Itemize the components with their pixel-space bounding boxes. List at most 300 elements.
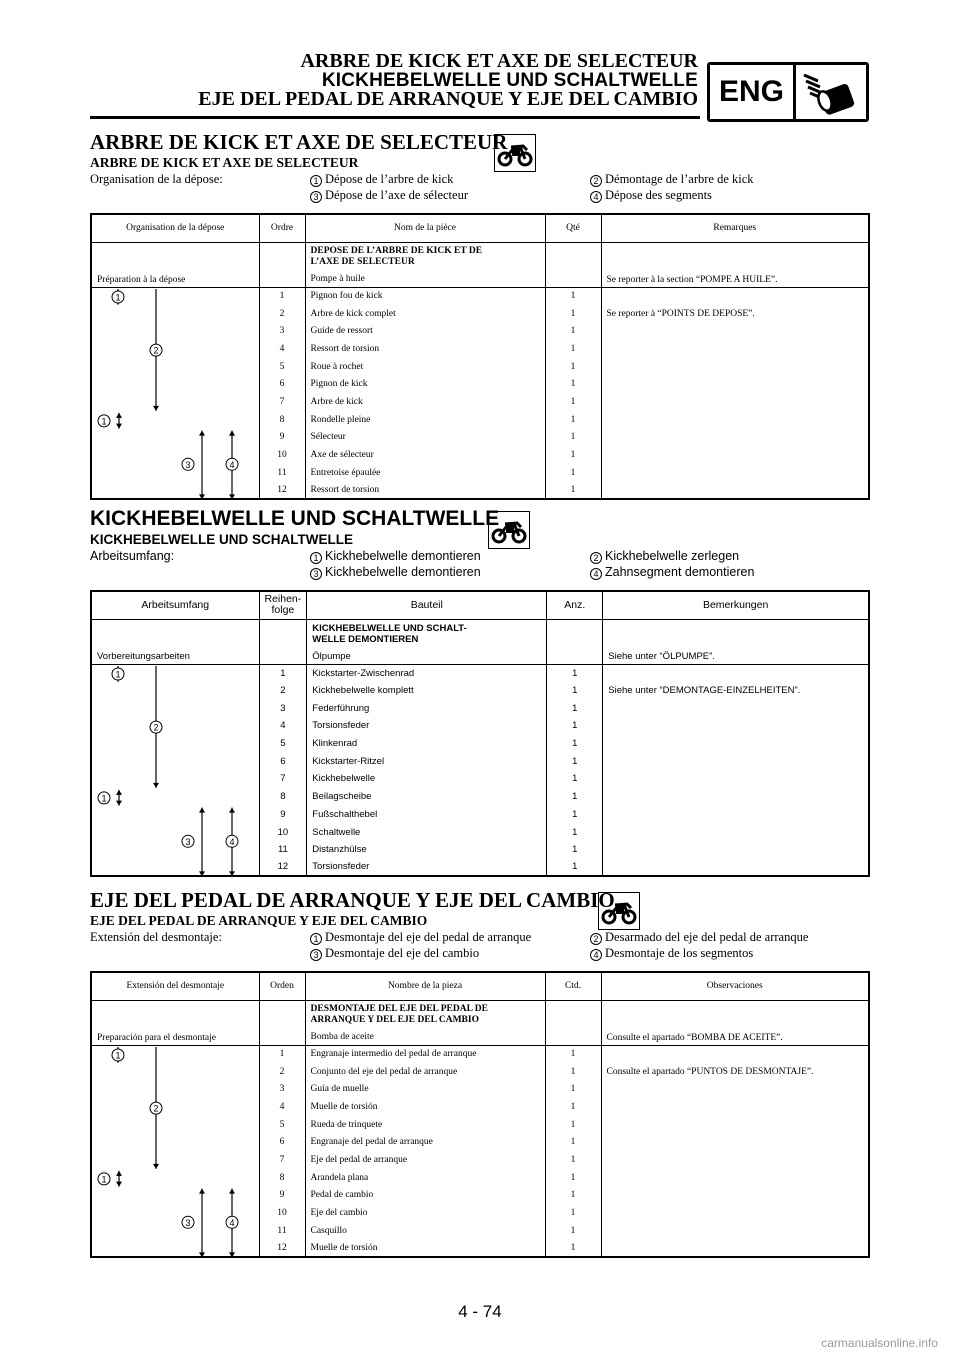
part-name-cell: Arbre de kick — [305, 393, 545, 411]
procedure-heading: DEPOSE DE L’ARBRE DE KICK ET DE — [310, 245, 483, 256]
scope-step-4 — [590, 564, 754, 580]
part-name-cell: Klinkenrad — [307, 735, 547, 753]
qty-cell: 1 — [545, 1133, 601, 1151]
table-row — [91, 1045, 869, 1063]
motorcycle-icon — [494, 134, 536, 172]
preparation-remark: Siehe unter “ÖLPUMPE”. — [603, 619, 869, 664]
page-header — [0, 0, 960, 130]
remark-cell — [603, 717, 869, 735]
step3-badge — [182, 1216, 194, 1228]
step2-arrow-head — [153, 405, 159, 410]
remark-cell — [601, 1080, 869, 1098]
part-name-cell: Fußschalthebel — [307, 806, 547, 824]
order-cell: 3 — [259, 699, 307, 717]
step3-arrow-tail — [199, 807, 205, 812]
remark-cell — [601, 429, 869, 447]
column-header: Nombre de la pieza — [305, 972, 545, 1000]
preparation-part — [307, 619, 547, 664]
remark-cell — [601, 322, 869, 340]
table-header-row — [91, 591, 869, 619]
scope-step-1 — [310, 548, 481, 564]
remark-cell — [603, 752, 869, 770]
section-subtitle: EJE DEL PEDAL DE ARRANQUE Y EJE DEL CAMBIO — [90, 913, 428, 928]
order-cell: 5 — [259, 358, 305, 376]
order-cell: 12 — [259, 859, 307, 877]
step2-badge — [150, 1102, 162, 1114]
scope-step-2 — [590, 929, 808, 945]
qty-cell: 1 — [545, 1116, 601, 1134]
step1b-arrow-tail — [116, 412, 122, 417]
step1-badge — [112, 668, 124, 680]
order-cell: 6 — [259, 1133, 305, 1151]
step-number-badge: 4 — [590, 191, 602, 203]
qty-cell: 1 — [545, 1222, 601, 1240]
remark-cell — [603, 770, 869, 788]
remark-cell — [601, 1151, 869, 1169]
column-header: Reihen- folge — [259, 591, 307, 619]
column-header: Bauteil — [307, 591, 547, 619]
part-name-cell: Sélecteur — [305, 429, 545, 447]
order-cell: 12 — [259, 1240, 305, 1258]
part-name-cell: Ressort de torsion — [305, 482, 545, 500]
qty-cell: 1 — [545, 429, 601, 447]
part-name-cell: Arandela plana — [305, 1169, 545, 1187]
section-title: KICKHEBELWELLE UND SCHALTWELLE — [90, 507, 500, 530]
header-title-es: EJE DEL PEDAL DE ARRANQUE Y EJE DEL CAMBIO — [198, 88, 698, 110]
procedure-heading: DESMONTAJE DEL EJE DEL PEDAL DE — [310, 1003, 488, 1014]
part-name-cell: Pignon de kick — [305, 375, 545, 393]
qty-cell: 1 — [547, 735, 603, 753]
order-cell: 2 — [259, 1063, 305, 1081]
part-name-cell: Guía de muelle — [305, 1080, 545, 1098]
part-name-cell: Rueda de trinquete — [305, 1116, 545, 1134]
scope-step-2 — [590, 548, 739, 564]
section-subtitle: KICKHEBELWELLE UND SCHALTWELLE — [90, 532, 353, 547]
remark-cell — [603, 735, 869, 753]
preparation-row — [91, 619, 869, 664]
step1b-arrow-tail — [116, 789, 122, 794]
watermark: carmanualsonline.info — [821, 1336, 938, 1350]
part-name-cell: Entretoise épaulée — [305, 464, 545, 482]
remark-cell — [601, 358, 869, 376]
column-header: Remarques — [601, 214, 869, 242]
step3-badge — [182, 835, 194, 847]
scope-step-text: Dépose de l’arbre de kick — [325, 172, 454, 186]
part-name-cell: Engranaje intermedio del pedal de arranque — [305, 1045, 545, 1063]
qty-cell: 1 — [547, 752, 603, 770]
disassembly-table — [90, 590, 870, 877]
part-name-cell: Axe de sélecteur — [305, 446, 545, 464]
procedure-heading-cont: L’AXE DE SELECTEUR — [310, 256, 415, 267]
remark-cell — [601, 1045, 869, 1063]
qty-cell: 1 — [545, 1098, 601, 1116]
order-cell: 9 — [259, 429, 305, 447]
column-header: Arbeitsumfang — [91, 591, 259, 619]
preparation-remark: Consulte el apartado “BOMBA DE ACEITE”. — [601, 1000, 869, 1045]
scope-step-text: Démontage de l’arbre de kick — [605, 172, 754, 186]
order-cell: 4 — [259, 1098, 305, 1116]
step3-badge — [182, 458, 194, 470]
procedure-arrows — [92, 1046, 260, 1258]
scope-step-text: Desmontaje del eje del cambio — [325, 946, 480, 960]
section-3 — [90, 888, 870, 1268]
scope-step-text: Kickhebelwelle zerlegen — [605, 549, 740, 563]
qty-cell: 1 — [547, 770, 603, 788]
step4-badge — [226, 458, 238, 470]
scope-step-3 — [310, 564, 481, 580]
step-number-badge: 3 — [310, 568, 322, 580]
section-2 — [90, 507, 870, 887]
svg-text:2: 2 — [153, 1103, 159, 1114]
section-title: EJE DEL PEDAL DE ARRANQUE Y EJE DEL CAMBIO — [90, 888, 615, 912]
disassembly-table — [90, 971, 870, 1258]
order-cell: 7 — [259, 1151, 305, 1169]
part-name-cell: Conjunto del eje del pedal de arranque — [305, 1063, 545, 1081]
remark-cell — [601, 1204, 869, 1222]
step-number-badge: 4 — [590, 949, 602, 961]
header-titles — [198, 52, 698, 109]
part-name-cell: Federführung — [307, 699, 547, 717]
svg-text:1: 1 — [101, 792, 107, 803]
order-cell: 12 — [259, 482, 305, 500]
column-header: Bemerkungen — [603, 591, 869, 619]
column-header: Orden — [259, 972, 305, 1000]
table-header-row — [91, 214, 869, 242]
scope-step-text: Zahnsegment demontieren — [605, 565, 755, 579]
preparation-order — [259, 619, 307, 664]
qty-cell: 1 — [545, 375, 601, 393]
qty-cell: 1 — [545, 358, 601, 376]
order-cell: 8 — [259, 1169, 305, 1187]
step3-arrow-tail — [199, 1188, 205, 1193]
remark-cell — [603, 664, 869, 682]
part-name-cell: Muelle de torsión — [305, 1098, 545, 1116]
step2-arrow-head — [153, 1163, 159, 1168]
order-cell: 11 — [259, 841, 307, 859]
preparation-label: Préparation à la dépose — [91, 242, 259, 287]
qty-cell: 1 — [545, 1187, 601, 1205]
qty-cell: 1 — [547, 823, 603, 841]
order-cell: 4 — [259, 340, 305, 358]
order-cell: 10 — [259, 1204, 305, 1222]
preparation-row — [91, 1000, 869, 1045]
scope-list — [90, 929, 870, 963]
header-title-de: KICKHEBELWELLE UND SCHALTWELLE — [321, 70, 698, 91]
procedure-arrows — [92, 665, 260, 877]
eng-label: ENG — [710, 65, 796, 119]
qty-cell: 1 — [545, 1169, 601, 1187]
remark-cell — [603, 859, 869, 877]
step2-badge — [150, 344, 162, 356]
order-cell: 11 — [259, 1222, 305, 1240]
scope-label: Arbeitsumfang: — [90, 549, 175, 563]
remark-cell — [601, 1222, 869, 1240]
step4-arrow-head — [229, 1252, 235, 1257]
column-header: Extensión del desmontaje — [91, 972, 259, 1000]
order-cell: 7 — [259, 393, 305, 411]
remark-cell — [601, 411, 869, 429]
step-number-badge: 2 — [590, 552, 602, 564]
scope-label: Organisation de la dépose: — [90, 172, 223, 186]
qty-cell: 1 — [547, 664, 603, 682]
step1b-badge — [98, 1172, 110, 1184]
step4-arrow-tail — [229, 430, 235, 435]
svg-text:4: 4 — [229, 836, 235, 847]
order-cell: 6 — [259, 375, 305, 393]
disassembly-table — [90, 213, 870, 500]
remark-cell — [601, 1169, 869, 1187]
svg-text:1: 1 — [115, 292, 121, 302]
step-number-badge: 4 — [590, 568, 602, 580]
preparation-qty — [547, 619, 603, 664]
remark-cell — [601, 446, 869, 464]
qty-cell: 1 — [547, 806, 603, 824]
section-subtitle: ARBRE DE KICK ET AXE DE SELECTEUR — [90, 155, 359, 170]
remark-cell — [601, 464, 869, 482]
qty-cell: 1 — [547, 788, 603, 806]
motorcycle-icon — [488, 511, 530, 549]
part-name-cell: Pedal de cambio — [305, 1187, 545, 1205]
qty-cell: 1 — [545, 411, 601, 429]
part-name-cell: Torsionsfeder — [307, 717, 547, 735]
qty-cell: 1 — [547, 717, 603, 735]
scope-step-4 — [590, 187, 712, 203]
svg-text:3: 3 — [185, 1217, 191, 1228]
step-number-badge: 3 — [310, 191, 322, 203]
part-name-cell: Kickstarter-Ritzel — [307, 752, 547, 770]
order-cell: 9 — [259, 1187, 305, 1205]
preparation-qty — [545, 242, 601, 287]
column-header: Ctd. — [545, 972, 601, 1000]
procedure-heading: KICKHEBELWELLE UND SCHALT- — [312, 622, 467, 634]
qty-cell: 1 — [545, 322, 601, 340]
qty-cell: 1 — [547, 841, 603, 859]
step3-arrow-head — [199, 871, 205, 876]
qty-cell: 1 — [547, 682, 603, 700]
step-number-badge: 1 — [310, 933, 322, 945]
part-name-cell: Ressort de torsion — [305, 340, 545, 358]
header-title-fr: ARBRE DE KICK ET AXE DE SELECTEUR — [300, 50, 698, 72]
order-cell: 2 — [259, 305, 305, 323]
scope-step-1 — [310, 929, 531, 945]
step4-arrow-head — [229, 494, 235, 499]
header-rule — [90, 116, 700, 119]
qty-cell: 1 — [545, 393, 601, 411]
diagram-cell — [91, 664, 259, 876]
order-cell: 4 — [259, 717, 307, 735]
step2-arrow-head — [153, 782, 159, 787]
order-cell: 10 — [259, 823, 307, 841]
svg-text:4: 4 — [229, 459, 235, 470]
order-cell: 11 — [259, 464, 305, 482]
column-header: Anz. — [547, 591, 603, 619]
qty-cell: 1 — [545, 1204, 601, 1222]
remark-cell — [601, 1098, 869, 1116]
order-cell: 3 — [259, 322, 305, 340]
section-title: ARBRE DE KICK ET AXE DE SELECTEUR — [90, 130, 508, 154]
step1b-arrow-head — [116, 800, 122, 805]
order-cell: 9 — [259, 806, 307, 824]
order-cell: 7 — [259, 770, 307, 788]
remark-cell — [603, 841, 869, 859]
step4-arrow-head — [229, 871, 235, 876]
order-cell: 1 — [259, 1045, 305, 1063]
part-name-cell: Kickstarter-Zwischenrad — [307, 664, 547, 682]
prep-part-name: Ölpumpe — [312, 650, 351, 662]
scope-step-text: Desmontaje del eje del pedal de arranque — [325, 930, 532, 944]
svg-text:1: 1 — [101, 415, 107, 426]
scope-step-1 — [310, 171, 453, 187]
svg-text:2: 2 — [153, 722, 159, 733]
remark-cell — [601, 1187, 869, 1205]
order-cell: 8 — [259, 788, 307, 806]
qty-cell: 1 — [547, 859, 603, 877]
remark-cell — [603, 699, 869, 717]
remark-cell — [603, 806, 869, 824]
part-name-cell: Distanzhülse — [307, 841, 547, 859]
order-cell: 2 — [259, 682, 307, 700]
diagram-cell — [91, 287, 259, 499]
part-name-cell: Rondelle pleine — [305, 411, 545, 429]
qty-cell: 1 — [545, 482, 601, 500]
step1b-badge — [98, 791, 110, 803]
part-name-cell: Casquillo — [305, 1222, 545, 1240]
step4-badge — [226, 835, 238, 847]
remark-cell: Se reporter à “POINTS DE DEPOSE”. — [601, 305, 869, 323]
svg-text:1: 1 — [115, 1050, 121, 1060]
preparation-label: Preparación para el desmontaje — [91, 1000, 259, 1045]
remark-cell — [601, 482, 869, 500]
step4-arrow-tail — [229, 807, 235, 812]
order-cell: 5 — [259, 1116, 305, 1134]
step1b-arrow-head — [116, 1181, 122, 1186]
qty-cell: 1 — [545, 287, 601, 305]
qty-cell: 1 — [545, 464, 601, 482]
step2-badge — [150, 721, 162, 733]
qty-cell: 1 — [545, 1240, 601, 1258]
step-number-badge: 1 — [310, 175, 322, 187]
part-name-cell: Engranaje del pedal de arranque — [305, 1133, 545, 1151]
part-name-cell: Pignon fou de kick — [305, 287, 545, 305]
table-row — [91, 664, 869, 682]
table-row — [91, 287, 869, 305]
qty-cell: 1 — [545, 1151, 601, 1169]
procedure-arrows — [92, 288, 260, 500]
qty-cell: 1 — [545, 1045, 601, 1063]
step4-arrow-tail — [229, 1188, 235, 1193]
order-cell: 5 — [259, 735, 307, 753]
scope-step-text: Dépose des segments — [605, 188, 712, 202]
remark-cell — [601, 393, 869, 411]
qty-cell: 1 — [545, 1063, 601, 1081]
part-name-cell: Kickhebelwelle — [307, 770, 547, 788]
preparation-part — [305, 242, 545, 287]
part-name-cell: Roue à rochet — [305, 358, 545, 376]
step1b-arrow-tail — [116, 1170, 122, 1175]
column-header: Qté — [545, 214, 601, 242]
step1-badge — [112, 1049, 124, 1061]
scope-list — [90, 548, 870, 582]
order-cell: 8 — [259, 411, 305, 429]
qty-cell: 1 — [545, 446, 601, 464]
step1b-badge — [98, 414, 110, 426]
part-name-cell: Arbre de kick complet — [305, 305, 545, 323]
prep-part-name: Pompe à huile — [310, 273, 365, 284]
remark-cell: Consulte el apartado “PUNTOS DE DESMONTAJE”. — [601, 1063, 869, 1081]
scope-step-text: Kickhebelwelle demontieren — [325, 549, 481, 563]
spring-icon — [796, 65, 866, 119]
column-header: Observaciones — [601, 972, 869, 1000]
remark-cell — [601, 1240, 869, 1258]
part-name-cell: Beilagscheibe — [307, 788, 547, 806]
scope-label: Extensión del desmontaje: — [90, 930, 222, 944]
section-1 — [90, 130, 870, 510]
order-cell: 10 — [259, 446, 305, 464]
part-name-cell: Eje del cambio — [305, 1204, 545, 1222]
remark-cell — [601, 1116, 869, 1134]
remark-cell — [603, 823, 869, 841]
preparation-remark: Se reporter à la section “POMPE A HUILE”. — [601, 242, 869, 287]
motorcycle-icon — [598, 892, 640, 930]
scope-step-2 — [590, 171, 754, 187]
step-number-badge: 2 — [590, 175, 602, 187]
scope-step-4 — [590, 945, 753, 961]
preparation-order — [259, 1000, 305, 1045]
svg-text:2: 2 — [153, 345, 159, 356]
svg-text:1: 1 — [115, 669, 121, 679]
qty-cell: 1 — [545, 305, 601, 323]
part-name-cell: Muelle de torsión — [305, 1240, 545, 1258]
preparation-part — [305, 1000, 545, 1045]
qty-cell: 1 — [545, 340, 601, 358]
step3-arrow-head — [199, 494, 205, 499]
svg-text:3: 3 — [185, 459, 191, 470]
step4-badge — [226, 1216, 238, 1228]
step3-arrow-head — [199, 1252, 205, 1257]
scope-step-3 — [310, 945, 479, 961]
order-cell: 1 — [259, 287, 305, 305]
step-number-badge: 2 — [590, 933, 602, 945]
svg-text:3: 3 — [185, 836, 191, 847]
eng-badge — [707, 62, 869, 122]
preparation-order — [259, 242, 305, 287]
table-header-row — [91, 972, 869, 1000]
part-name-cell: Guide de ressort — [305, 322, 545, 340]
part-name-cell: Schaltwelle — [307, 823, 547, 841]
qty-cell: 1 — [547, 699, 603, 717]
remark-cell — [603, 788, 869, 806]
preparation-qty — [545, 1000, 601, 1045]
procedure-heading-cont: WELLE DEMONTIEREN — [312, 633, 419, 645]
remark-cell — [601, 287, 869, 305]
svg-text:1: 1 — [101, 1173, 107, 1184]
step1b-arrow-head — [116, 423, 122, 428]
scope-step-3 — [310, 187, 468, 203]
column-header: Organisation de la dépose — [91, 214, 259, 242]
procedure-heading-cont: ARRANQUE Y DEL EJE DEL CAMBIO — [310, 1014, 479, 1025]
part-name-cell: Kickhebelwelle komplett — [307, 682, 547, 700]
step-number-badge: 1 — [310, 552, 322, 564]
scope-list — [90, 171, 870, 205]
scope-step-text: Dépose de l’axe de sélecteur — [325, 188, 468, 202]
remark-cell — [601, 1133, 869, 1151]
scope-step-text: Kickhebelwelle demontieren — [325, 565, 481, 579]
scope-step-text: Desmontaje de los segmentos — [605, 946, 754, 960]
step-number-badge: 3 — [310, 949, 322, 961]
remark-cell — [601, 375, 869, 393]
page-number: 4 - 74 — [458, 1302, 502, 1321]
preparation-label: Vorbereitungsarbeiten — [91, 619, 259, 664]
